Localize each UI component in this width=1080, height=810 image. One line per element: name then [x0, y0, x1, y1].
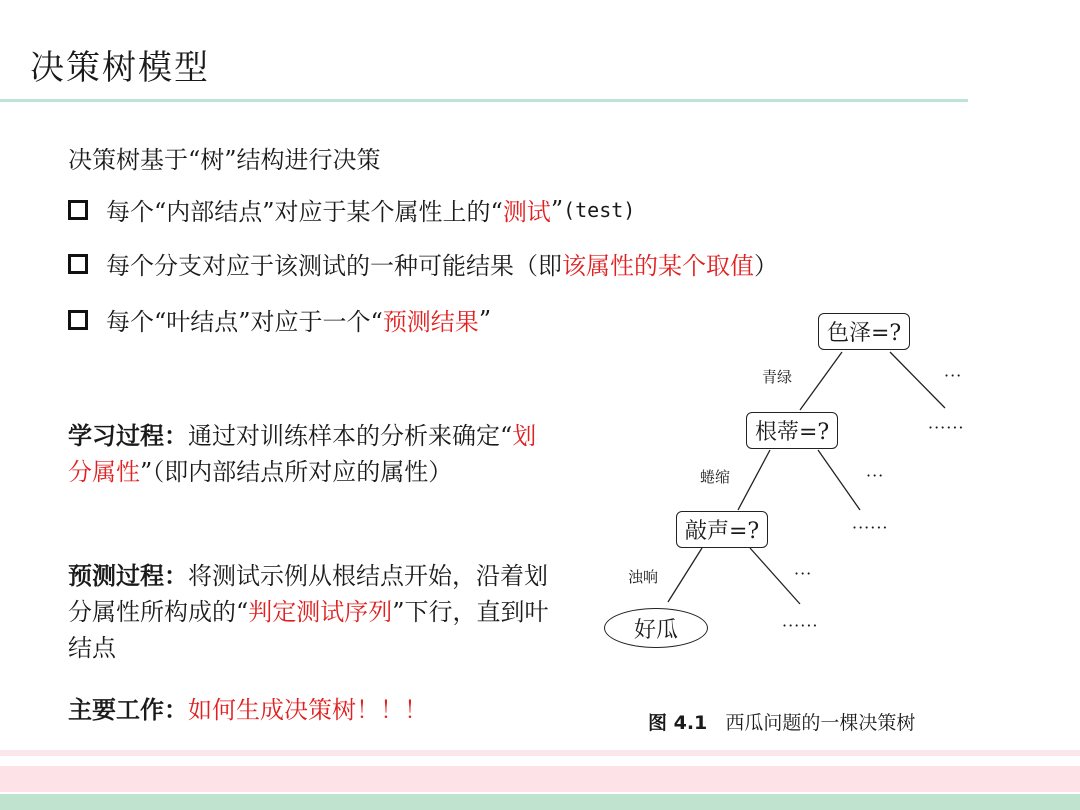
bullet-code: (test) [563, 197, 636, 222]
prediction-label: 预测过程 [68, 562, 164, 590]
intro-text: 决策树基于“树”结构进行决策 [68, 146, 381, 174]
bullet-text: ” [478, 305, 492, 334]
bullet-text: 每个“内部结点”对应于某个属性上的“ [106, 198, 503, 226]
learning-text: 通过对训练样本的分析来确定“ [188, 422, 513, 450]
edge-node2-right [818, 450, 860, 510]
edge-label-quansuo: 蜷缩 [700, 468, 731, 486]
bullet-text: ） [754, 252, 778, 280]
learning-label: 学习过程 [68, 422, 164, 450]
ellipsis: ··· [944, 366, 963, 385]
edge-root-right [890, 352, 945, 408]
bullet-text: ” [550, 195, 564, 224]
colon: ： [164, 562, 188, 590]
main-work-label: 主要工作 [68, 696, 164, 724]
figure-caption [648, 708, 915, 735]
edge-node3-right [750, 548, 800, 604]
highlight-text: 该属性的某个取值 [562, 252, 754, 280]
ellipsis: ··· [866, 466, 885, 485]
edge-root-left [800, 352, 842, 410]
prediction-text: ”下行，直到叶结点 [68, 598, 549, 662]
colon: ： [164, 696, 188, 724]
tree-root-node: 色泽=? [818, 313, 910, 350]
caption-label: 图 4.1 [648, 712, 708, 734]
footer-band [0, 794, 1080, 810]
highlight-text: 测试 [502, 198, 551, 226]
tree-node-qiaosheng: 敲声=? [676, 511, 768, 548]
ellipsis: ······ [852, 518, 889, 537]
edge-label-qinglv: 青绿 [762, 368, 793, 386]
colon: ： [164, 422, 188, 450]
bullet-text: 每个分支对应于该测试的一种可能结果（即 [106, 252, 562, 280]
tree-leaf-haogua: 好瓜 [604, 608, 708, 648]
highlight-text: 预测结果 [382, 308, 479, 336]
learning-text: ”（即内部结点所对应的属性） [140, 458, 453, 486]
footer-band [0, 750, 1080, 756]
ellipsis: ······ [928, 418, 965, 437]
highlight-text: 划分属性 [68, 422, 537, 486]
caption-text: 西瓜问题的一棵决策树 [725, 712, 916, 734]
tree-node-gendi: 根蒂=? [746, 412, 838, 449]
edge-label-zhuoxiang: 浊响 [628, 568, 659, 586]
bullet-text: 每个“叶结点”对应于一个“ [106, 308, 383, 336]
highlight-text: 判定测试序列 [248, 598, 393, 626]
prediction-text: 将测试示例从根结点开始，沿着划分属性所构成的“ [68, 562, 548, 626]
edge-node2-left [738, 450, 770, 510]
footer-band [0, 766, 1080, 792]
slide-title: 决策树模型 [30, 48, 210, 88]
edge-node3-left [668, 548, 702, 602]
ellipsis: ······ [782, 616, 819, 635]
ellipsis: ··· [794, 564, 813, 583]
highlight-text: 如何生成决策树！！！ [188, 696, 428, 724]
